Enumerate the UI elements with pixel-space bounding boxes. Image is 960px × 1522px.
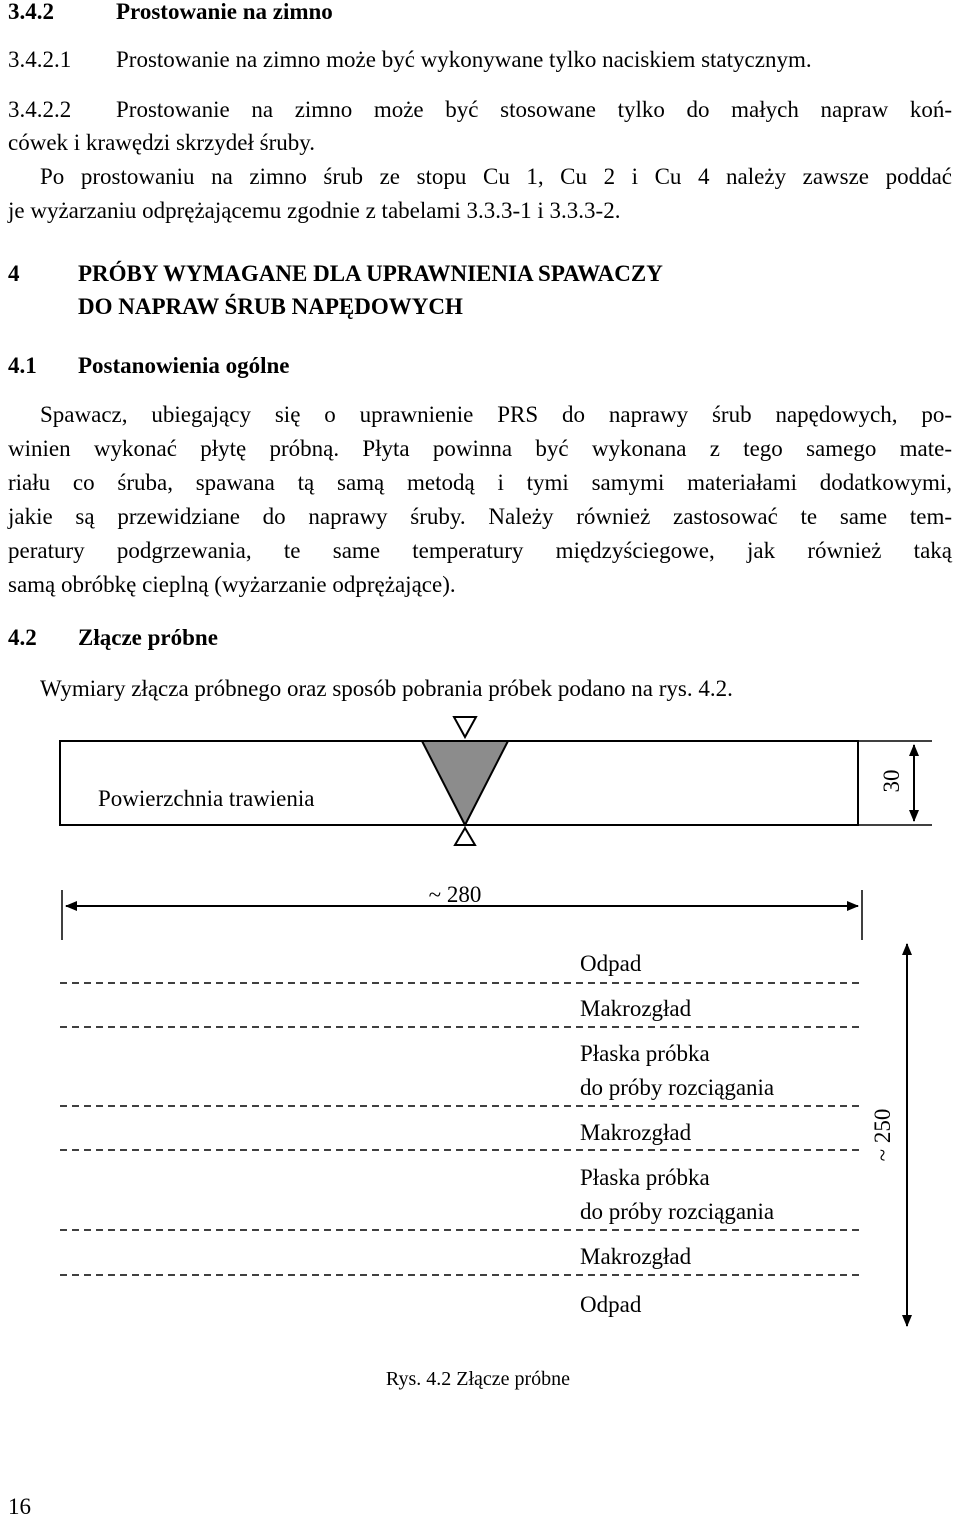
strip-label-tensile-2b: do próby rozciągania xyxy=(580,1199,775,1224)
strip-label-tensile-1a: Płaska próbka xyxy=(580,1041,710,1066)
section-3-4-2-2-line1: Prostowanie na zimno może być stosowane tylko do małych napraw koń- xyxy=(116,97,952,122)
strip-divisions xyxy=(60,983,862,1275)
section-4-2-title: Złącze próbne xyxy=(78,625,218,650)
width-dimension-label: ~ 250 xyxy=(870,1108,895,1162)
figure-caption: Rys. 4.2 Złącze próbne xyxy=(385,1368,571,1390)
weld-groove xyxy=(422,741,508,825)
section-3-4-2-1-text: Prostowanie na zimno może być wykonywane tylko naciskiem statycznym. xyxy=(116,47,812,72)
strip-label-waste-bottom: Odpad xyxy=(580,1292,642,1317)
chapter-4-title-line1: PRÓBY WYMAGANE DLA UPRAWNIENIA SPAWACZY xyxy=(78,261,663,286)
strip-labels xyxy=(580,951,774,1317)
section-3-4-2-number: 3.4.2 xyxy=(8,0,54,24)
paragraph-line: riału co śruba, spawana tą samą metodą i tymi samymi materiałami dodatkowymi, xyxy=(8,470,952,495)
strip-label-macro-2: Makrozgład xyxy=(580,1120,692,1145)
etch-surface-label: Powierzchnia trawienia xyxy=(98,786,315,811)
page-number: 16 xyxy=(8,1494,31,1519)
thickness-dimension-label: 30 xyxy=(879,769,904,793)
annealing-note-line2: je wyżarzaniu odprężającemu zgodnie z tabelami 3.3.3-1 i 3.3.3-2. xyxy=(8,198,621,223)
section-4-2-number: 4.2 xyxy=(8,625,37,650)
section-3-4-2-1-number: 3.4.2.1 xyxy=(8,47,72,72)
chapter-4-title-line2: DO NAPRAW ŚRUB NAPĘDOWYCH xyxy=(78,294,463,319)
section-4-2-text: Wymiary złącza próbnego oraz sposób pobrania próbek podano na rys. 4.2. xyxy=(40,676,733,701)
section-4-1-title: Postanowienia ogólne xyxy=(78,353,290,378)
strip-label-macro-3: Makrozgład xyxy=(580,1244,692,1269)
paragraph-line: winien wykonać płytę próbną. Płyta powinna być wykonana z tego samego mate- xyxy=(8,436,952,461)
paragraph-line: peratury podgrzewania, te same temperatury międzyściegowe, jak również taką xyxy=(8,538,952,563)
section-4-1-number: 4.1 xyxy=(8,353,37,378)
strip-label-tensile-1b: do próby rozciągania xyxy=(580,1075,775,1100)
paragraph-line: jakie są przewidziane do naprawy śruby. Należy również zastosować te same tem- xyxy=(8,504,952,529)
strip-label-waste-top: Odpad xyxy=(580,951,642,976)
annealing-note-line1: Po prostowaniu na zimno śrub ze stopu Cu 1, Cu 2 i Cu 4 należy zawsze poddać xyxy=(40,164,952,189)
paragraph-line: Spawacz, ubiegający się o uprawnienie PRS do naprawy śrub napędowych, po- xyxy=(40,402,952,427)
section-3-4-2-2-number: 3.4.2.2 xyxy=(8,97,72,122)
length-dimension-label: ~ 280 xyxy=(428,882,482,907)
weld-marker-bottom xyxy=(455,828,475,845)
strip-label-tensile-2a: Płaska próbka xyxy=(580,1165,710,1190)
chapter-4-number: 4 xyxy=(8,261,20,286)
section-4-1-paragraph xyxy=(8,398,952,602)
section-3-4-2-title: Prostowanie na zimno xyxy=(116,0,333,24)
paragraph-line: samą obróbkę cieplną (wyżarzanie odprężające). xyxy=(8,572,456,597)
strip-label-macro-1: Makrozgład xyxy=(580,996,692,1021)
test-joint-figure xyxy=(0,700,960,1400)
section-3-4-2-2-line2: cówek i krawędzi skrzydeł śruby. xyxy=(8,130,315,155)
weld-marker-top xyxy=(454,717,476,737)
